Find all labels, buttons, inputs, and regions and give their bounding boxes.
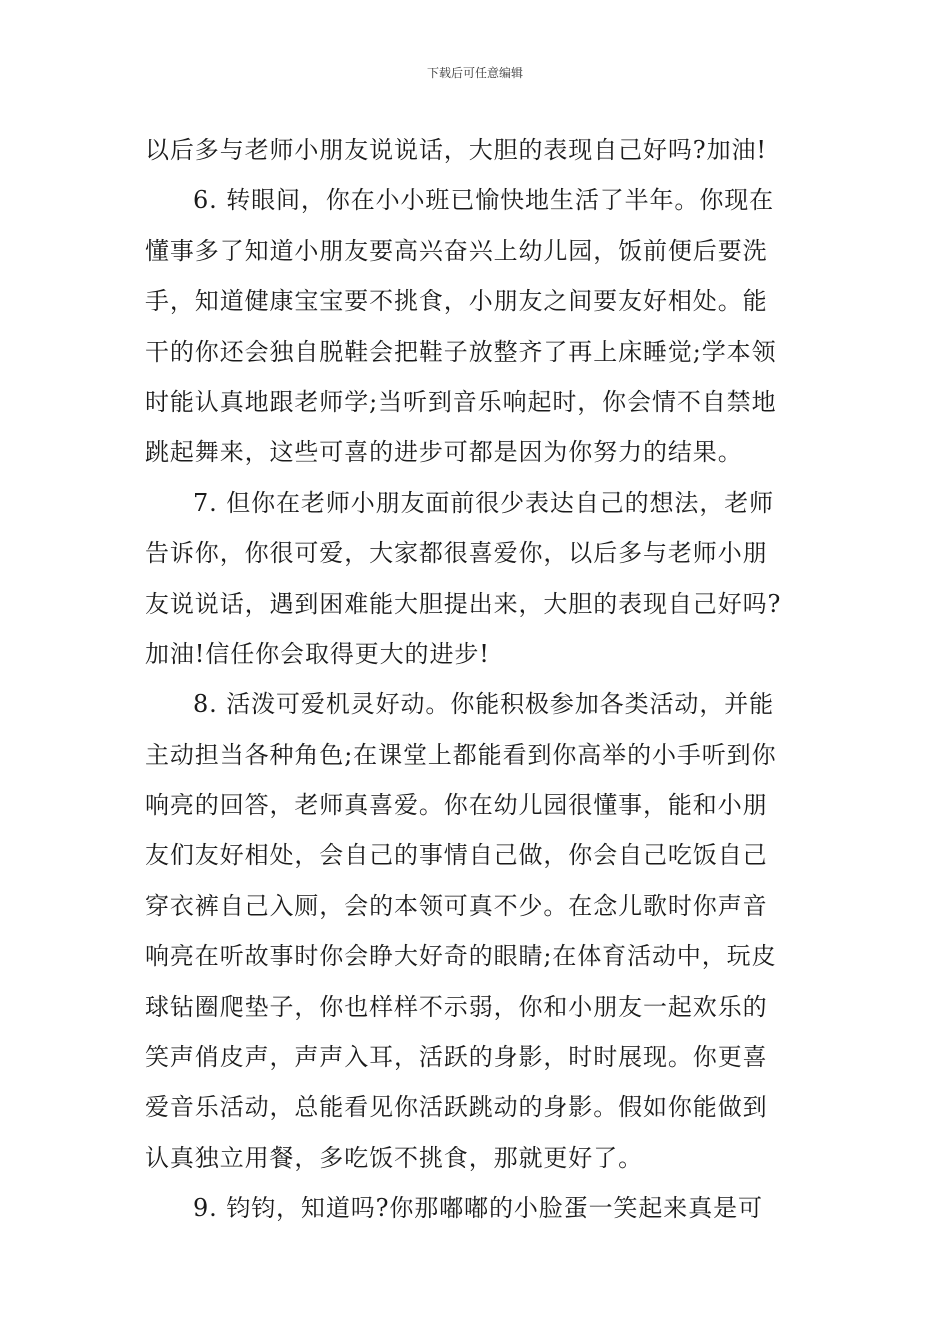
text-line: 懂事多了知道小朋友要高兴奋兴上幼儿园，饭前便后要洗	[145, 236, 768, 265]
text-line: 以后多与老师小朋友说说话，大胆的表现自己好吗?加油!	[145, 136, 767, 164]
page-header: 下载后可任意编辑	[426, 66, 523, 80]
text-line: 爱音乐活动，总能看见你活跃跳动的身影。假如你能做到	[145, 1093, 768, 1122]
text-line: 球钻圈爬垫子，你也样样不示弱，你和小朋友一起欢乐的	[145, 992, 768, 1021]
document-body	[145, 125, 810, 1234]
text-line: 主动担当各种角色;在课堂上都能看到你高举的小手听到你	[145, 740, 777, 769]
text-line: 手，知道健康宝宝要不挑食，小朋友之间要友好相处。能	[145, 287, 768, 316]
text-line: 8. 活泼可爱机灵好动。你能积极参加各类活动，并能	[193, 690, 775, 719]
text-line: 告诉你，你很可爱，大家都很喜爱你，以后多与老师小朋	[145, 539, 768, 568]
text-line: 时能认真地跟老师学;当听到音乐响起时，你会情不自禁地	[145, 387, 777, 416]
text-line: 7. 但你在老师小朋友面前很少表达自己的想法，老师	[193, 488, 775, 517]
text-line: 友们友好相处，会自己的事情自己做，你会自己吃饭自己	[145, 841, 768, 870]
text-line: 认真独立用餐，多吃饭不挑食，那就更好了。	[145, 1143, 643, 1172]
text-line: 笑声俏皮声，声声入耳，活跃的身影，时时展现。你更喜	[145, 1043, 768, 1072]
text-line: 跳起舞来，这些可喜的进步可都是因为你努力的结果。	[145, 438, 743, 467]
text-line: 响亮的回答，老师真喜爱。你在幼儿园很懂事，能和小朋	[145, 791, 768, 820]
text-line: 响亮在听故事时你会睁大好奇的眼睛;在体育活动中，玩皮	[145, 942, 777, 971]
text-line: 友说说话，遇到困难能大胆提出来，大胆的表现自己好吗?	[145, 589, 782, 618]
text-line: 9. 钧钧，知道吗?你那嘟嘟的小脸蛋一笑起来真是可	[193, 1194, 763, 1223]
text-line: 加油!信任你会取得更大的进步!	[145, 639, 490, 668]
text-line: 穿衣裤自己入厕，会的本领可真不少。在念儿歌时你声音	[145, 891, 768, 920]
text-line: 6. 转眼间，你在小小班已愉快地生活了半年。你现在	[193, 186, 775, 215]
text-line: 干的你还会独自脱鞋会把鞋子放整齐了再上床睡觉;学本领	[145, 337, 777, 366]
